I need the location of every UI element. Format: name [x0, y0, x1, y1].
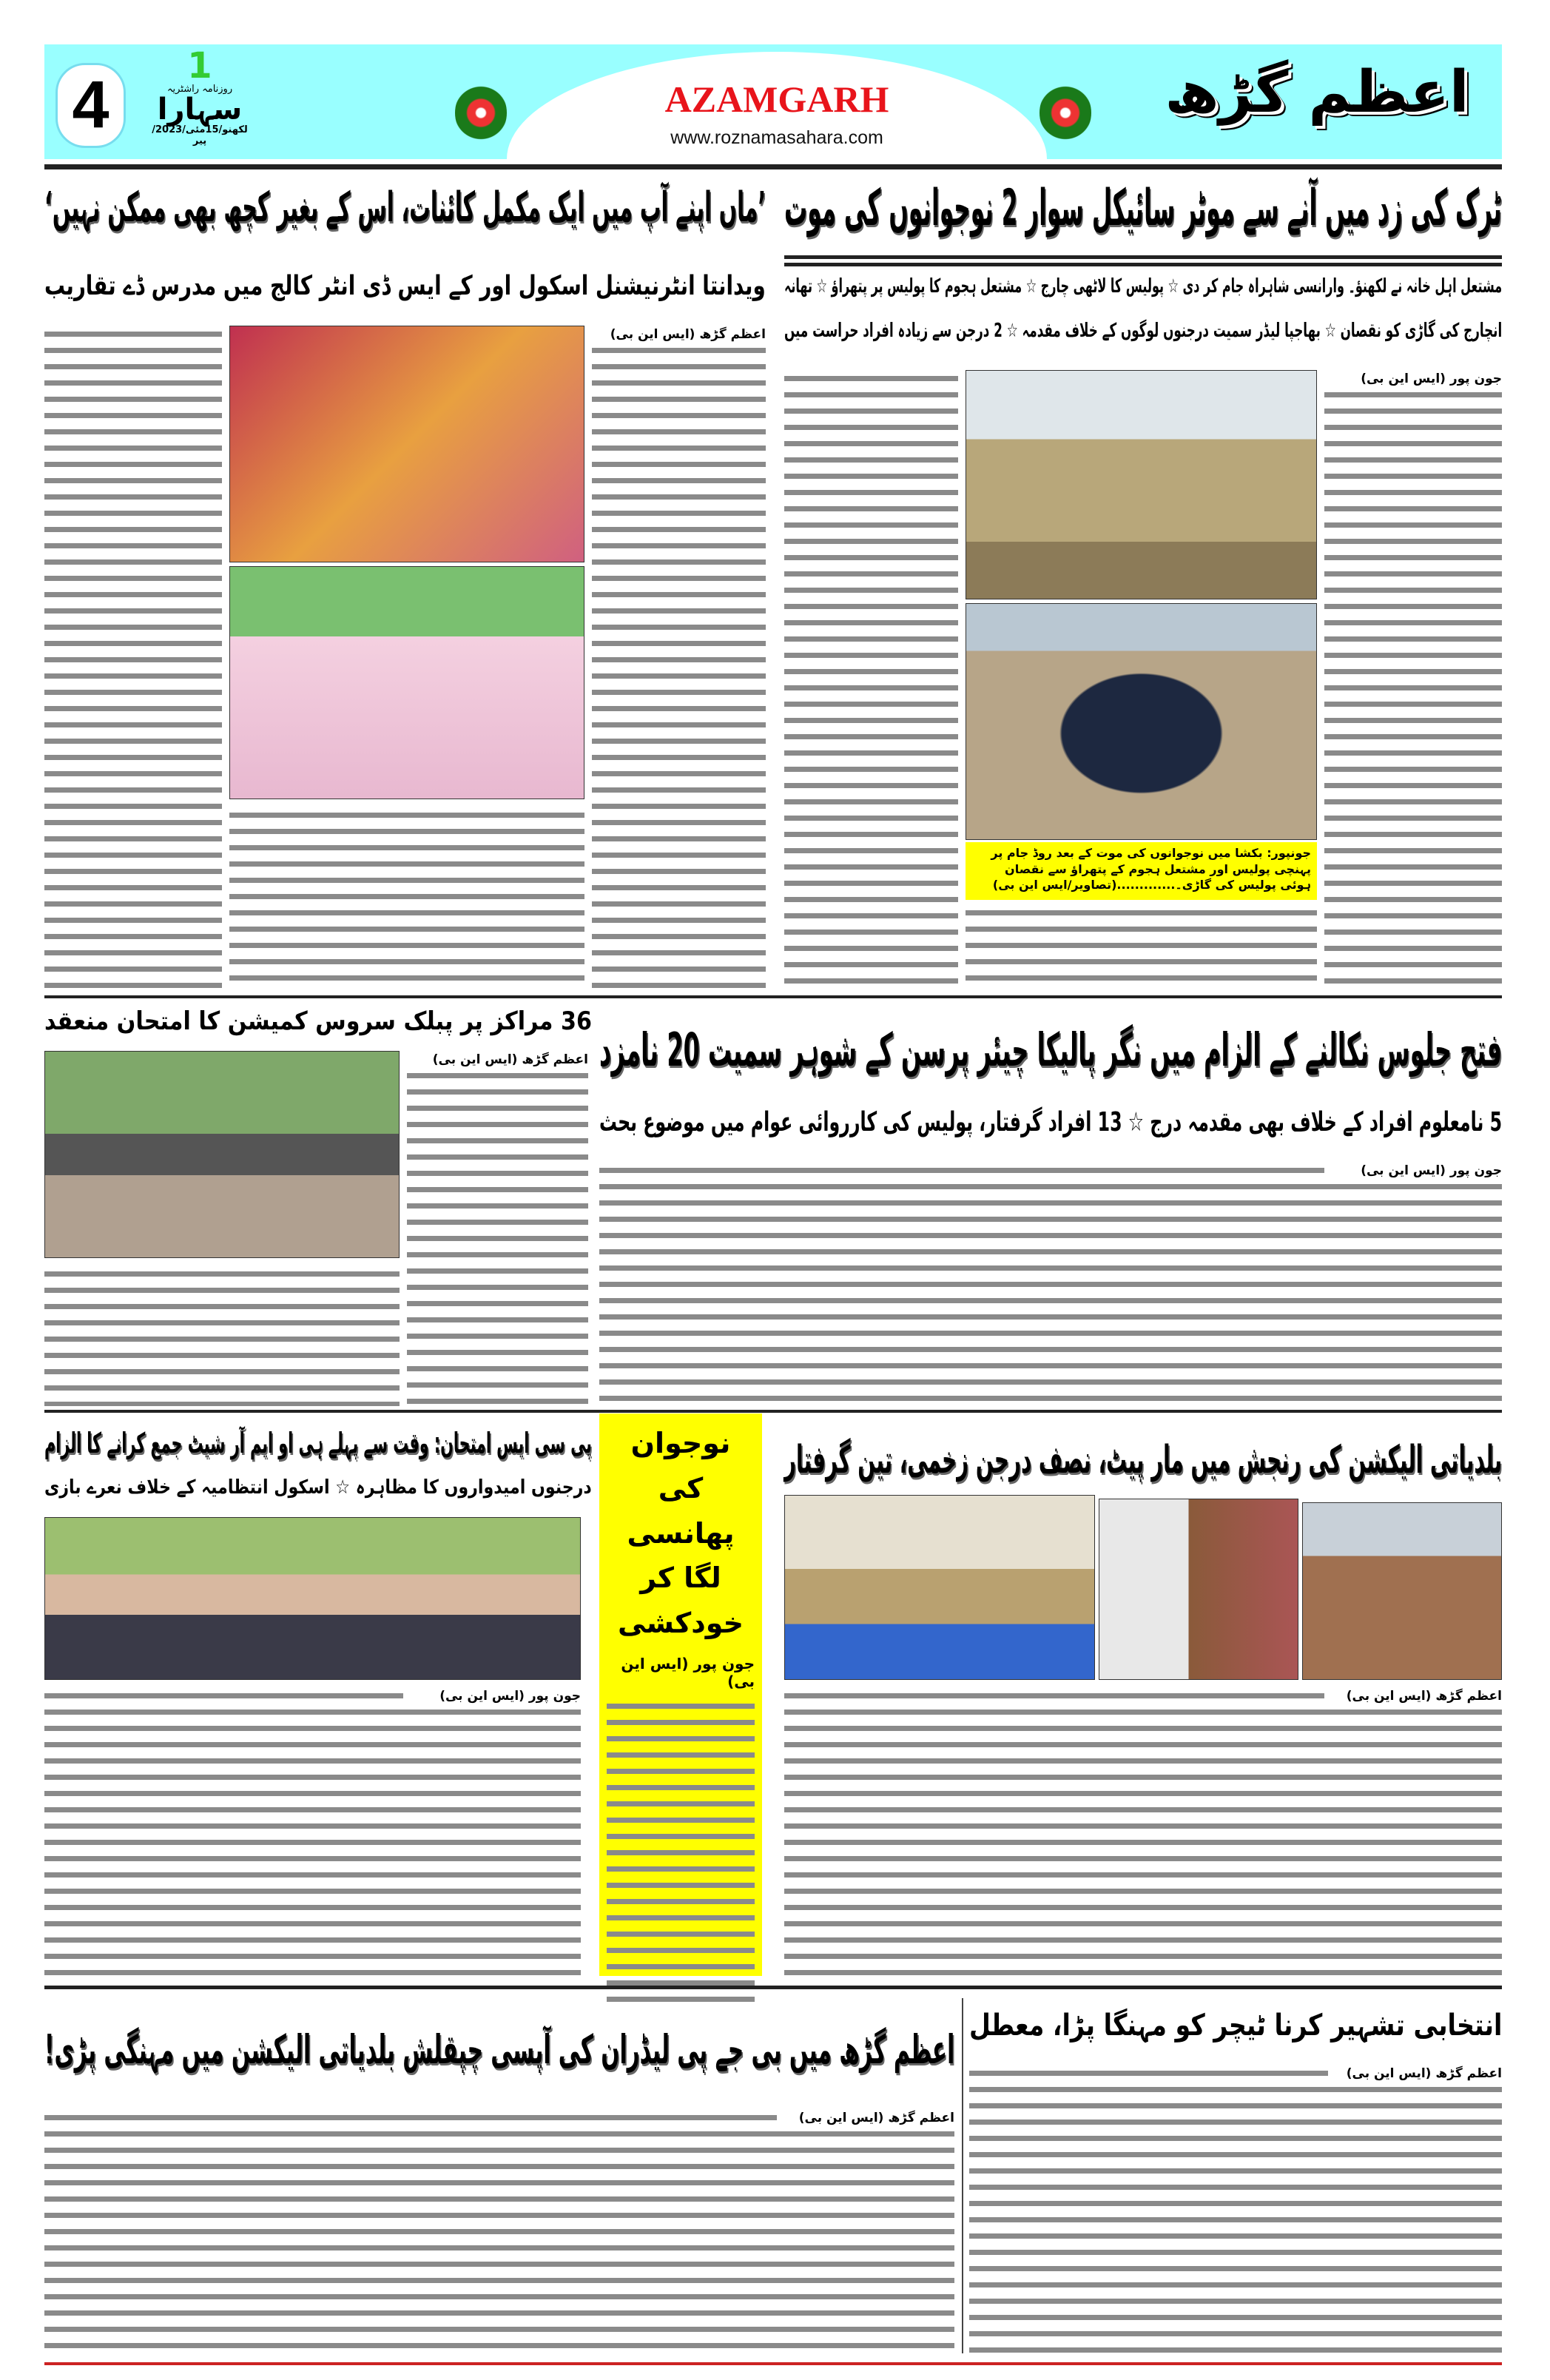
mother-body-bottom [229, 807, 584, 992]
mother-headline: ’ماں اپنے آپ میں ایک مکمل کائنات، اس کے بغیر کچھ بھی ممکن نہیں‘ [44, 184, 766, 232]
clash-dateline: اعظم گڑھ (ایس این بی) [1324, 1687, 1502, 1705]
sahara-logo [148, 45, 252, 147]
truck-photo-caption: جونپور: بکشا میں نوجوانوں کی موت کے بعد روڈ جام پر پہنچی پولیس اور مشتعل ہجوم کے پتھراؤ سے نقصان ہوئی پولیس کی گاڑی۔.............(تصاویر/ایس این بی) [966, 842, 1317, 900]
paper-name: سہارا [157, 93, 243, 127]
paper-tag: روزنامہ راشٹریہ [166, 84, 233, 95]
row-divider-3 [44, 1986, 1502, 1989]
clash-body [784, 1687, 1502, 1976]
bjp-headline: اعظم گڑھ میں بی جے پی لیڈران کی آپسی چپقلش بلدیاتی الیکشن میں مہنگی پڑی! [44, 2026, 955, 2073]
truck-body-col-1 [1324, 370, 1502, 992]
psc-body-bottom [44, 1265, 400, 1406]
mother-body-col-2 [44, 326, 222, 992]
bjp-body [44, 2109, 954, 2353]
truck-headline: ٹرک کی زد میں آنے سے موٹر سائیکل سوار 2 نوجوانوں کی موت [784, 179, 1502, 238]
pcs-headline: پی سی ایس امتحان: وقت سے پہلے ہی او ایم آر شیٹ جمع کرانے کا الزام [44, 1427, 592, 1459]
school-girls-photo [229, 566, 584, 799]
teacher-body [969, 2065, 1502, 2353]
truck-double-rule [784, 255, 1502, 259]
masthead [44, 44, 1502, 159]
mothers-day-event-photo [229, 326, 584, 562]
suicide-body [607, 1698, 755, 2008]
row-divider-1 [44, 995, 1502, 998]
mother-dateline: اعظم گڑھ (ایس این بی) [592, 326, 766, 343]
clash-headline: بلدیاتی الیکشن کی رنجش میں مار پیٹ، نصف درجن زخمی، تین گرفتار [784, 1438, 1503, 1482]
suicide-headline: نوجوان کی پھانسی لگا کر خودکشی [618, 1427, 744, 1640]
suicide-story-box [599, 1413, 762, 1976]
chairperson-headline: فتح جلوس نکالنے کے الزام میں نگر پالیکا چیئر پرسن کے شوہر سمیت 20 نامزد [599, 1023, 1503, 1077]
pcs-body [44, 1687, 581, 1976]
truck-subheadline-2: انچارج کی گاڑی کو نقصان ☆ بھاجپا لیڈر سمیت درجنوں لوگوں کے خلاف مقدمہ ☆ 2 درجن سے زیادہ افراد حراست میں [784, 320, 1503, 342]
police-officers-photo [966, 370, 1317, 599]
chairperson-subheadline: 5 نامعلوم افراد کے خلاف بھی مقدمہ درج ☆ 13 افراد گرفتار، پولیس کی کارروائی عوام میں موضوع بحث [599, 1107, 1503, 1137]
mother-body-col-1 [592, 326, 766, 992]
bjp-dateline: اعظم گڑھ (ایس این بی) [777, 2109, 954, 2127]
sun-emblem-left-icon [455, 81, 507, 144]
pcs-dateline: جون پور (ایس این بی) [403, 1687, 581, 1705]
city-title-english: AZAMGARH [664, 78, 889, 120]
sun-emblem-right-icon [1039, 81, 1091, 144]
injured-man-photo [1099, 1499, 1298, 1680]
row-divider-2 [44, 1410, 1502, 1413]
chairperson-body [599, 1162, 1502, 1406]
psc-dateline: اعظم گڑھ (ایس این بی) [407, 1051, 588, 1069]
edition-line: لکھنو/15مئی/2023/پیر [152, 124, 248, 147]
chairperson-dateline: جون پور (ایس این بی) [1324, 1162, 1502, 1180]
column-divider [962, 1998, 963, 2353]
suicide-dateline: جون پور (ایس این بی) [621, 1654, 755, 1690]
exam-centre-photo [44, 1051, 400, 1258]
pcs-subheadline: درجنوں امیدواروں کا مظاہرہ ☆ اسکول انتظامیہ کے خلاف نعرے بازی [44, 1476, 592, 1499]
truck-dateline: جون پور (ایس این بی) [1324, 370, 1502, 388]
teacher-dateline: اعظم گڑھ (ایس این بی) [1328, 2065, 1502, 2082]
masthead-rule [44, 164, 1502, 169]
sahara-logo-one: 1 [187, 45, 212, 87]
damaged-police-car-photo [966, 603, 1317, 840]
injured-elderly-photo [1302, 1502, 1502, 1680]
footer-rule [44, 2362, 1502, 2365]
truck-body-bottom [966, 904, 1317, 992]
truck-subheadline-1: مشتعل اہل خانہ نے لکھنؤ۔ وارانسی شاہراہ جام کر دی ☆ پولیس کا لاٹھی چارج ☆ مشتعل ہجوم کا پولیس پر پتھراؤ ☆ تھانہ [784, 275, 1503, 298]
truck-body-col-2 [784, 370, 958, 992]
mother-subheadline: ویدانتا انٹرنیشنل اسکول اور کے ایس ڈی انٹر کالج میں مدرس ڈے تقاریب [44, 271, 766, 301]
psc-headline: 36 مراکز پر پبلک سروس کمیشن کا امتحان منعقد [44, 1006, 592, 1036]
truck-double-rule-2 [784, 263, 1502, 266]
website-link[interactable]: www.roznamasahara.com [670, 127, 883, 148]
protesting-candidates-photo [44, 1517, 581, 1680]
teacher-headline: انتخابی تشہیر کرنا ٹیچر کو مہنگا پڑا، معطل [969, 2008, 1503, 2043]
arrested-accused-photo [784, 1495, 1095, 1680]
page-number-badge: 4 [55, 63, 126, 148]
psc-body-col-1 [407, 1051, 588, 1406]
city-title-urdu: اعظم گڑھ [1165, 59, 1469, 126]
